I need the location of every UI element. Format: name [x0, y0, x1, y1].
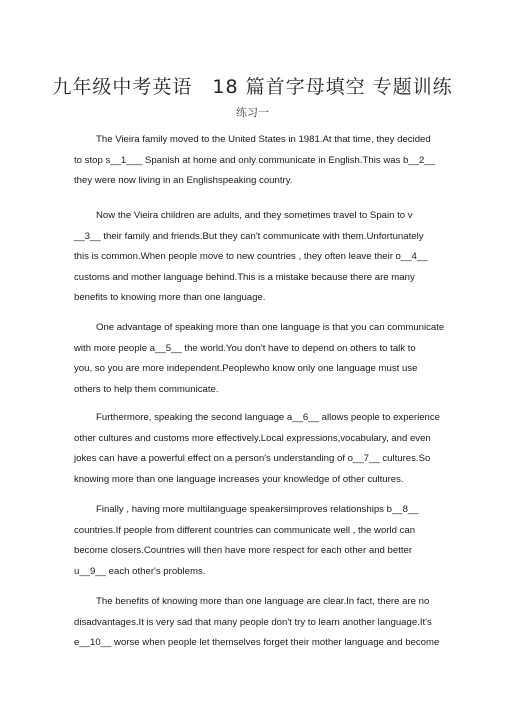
paragraph-line: customs and mother language behind.This is a mistake because there are many — [74, 271, 415, 283]
paragraph-line: e__10__ worse when people let themselves forget their mother language and become — [74, 637, 440, 648]
paragraph-line: to stop s__1___ Spanish at home and only communicate in English.This was b__2__ — [74, 154, 436, 166]
paragraph-line: this is common.When people move to new countries , they often leave their o__4__ — [74, 251, 428, 262]
paragraph-1 — [74, 130, 446, 192]
paragraph-line: others to help them communicate. — [74, 383, 219, 395]
paragraph-line: they were now living in an Englishspeaking country. — [74, 175, 293, 186]
document-title: 九年级中考英语 18 篇首字母填空 专题训练 — [52, 76, 453, 98]
document-subtitle: 练习一 — [236, 106, 269, 119]
paragraph-line: you, so you are more independent.Peoplewho know only one language must use — [74, 363, 418, 374]
paragraph-line: other cultures and customs more effectively.Local expressions,vocabulary, and even — [74, 432, 431, 444]
paragraph-line: jokes can have a powerful effect on a person's understanding of o__7__ cultures.So — [74, 453, 431, 464]
paragraph-4 — [74, 408, 446, 490]
paragraph-3 — [74, 318, 446, 400]
paragraph-line: The benefits of knowing more than one language are clear.In fact, there are no — [96, 596, 430, 607]
paragraph-line: disadvantages.It is very sad that many people don't try to learn another language.It's — [74, 616, 432, 628]
paragraph-line: benefits to knowing more than one language. — [74, 292, 266, 303]
paragraph-line: Furthermore, speaking the second language a__6__ allows people to experience — [96, 412, 441, 423]
paragraph-line: Finally , having more multilanguage speakersimproves relationships b__8__ — [96, 504, 419, 515]
paragraph-line: __3__ their family and friends.But they can't communicate with them.Unfortunately — [74, 230, 424, 242]
paragraph-line: u__9__ each other's problems. — [74, 565, 206, 577]
paragraph-line: become closers.Countries will then have more respect for each other and better — [74, 545, 413, 556]
paragraph-2 — [74, 206, 446, 309]
paragraph-line: The Vieira family moved to the United States in 1981.At that time, they decided — [96, 134, 431, 145]
paragraph-line: countries.If people from different countries can communicate well , the world can — [74, 524, 416, 536]
paragraph-line: with more people a__5__ the world.You don't have to depend on others to talk to — [74, 342, 416, 354]
paragraph-line: knowing more than one language increases your knowledge of other cultures. — [74, 473, 404, 485]
paragraph-line: One advantage of speaking more than one language is that you can communicate — [96, 322, 445, 333]
paragraph-6 — [74, 592, 446, 654]
paragraph-line: Now the Vieira children are adults, and they sometimes travel to Spain to v — [96, 210, 413, 221]
paragraph-5 — [74, 500, 446, 582]
